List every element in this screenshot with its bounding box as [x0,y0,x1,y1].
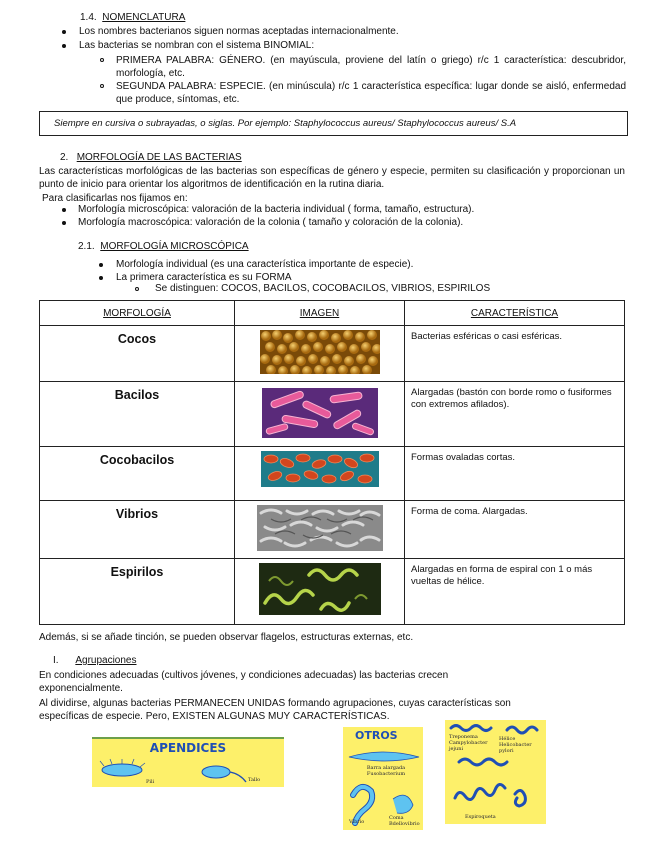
row-name: Bacilos [40,382,235,447]
row-name: Cocos [40,326,235,382]
bullet-dot [99,263,103,267]
morfologia-bullet-2: Morfología macroscópica: valoración de la colonia ( tamaño y coloración de la colonia). [78,217,464,228]
apendices-label-tallo: Tallo [248,777,261,783]
table-row [40,382,625,447]
apendices-title: APENDICES [149,741,227,755]
section-heading-agrupaciones [53,655,137,666]
nomenclatura-bullet-1: Los nombres bacterianos siguen normas aceptadas internacionalmente. [79,26,399,37]
bullet-dot [62,44,66,48]
table-row [40,501,625,559]
microscopica-sub-bullet: Se distinguen: COCOS, BACILOS, COCOBACILOS, VIBRIOS, ESPIRILOS [155,283,491,294]
sub-bullet-circle [135,287,139,291]
heading-text: MORFOLOGÍA DE LAS BACTERIAS [76,152,242,163]
heading-text: MORFOLOGÍA MICROSCÓPICA [100,241,249,252]
bullet-dot [62,208,66,212]
bacilos-image [262,388,378,438]
cocobacilos-image [261,451,379,487]
section-heading-microscopica [78,241,249,252]
heading-number: 2. [60,152,69,163]
heading-text: NOMENCLATURA [102,12,186,23]
row-name: Vibrios [40,501,235,559]
apendices-figure [92,737,284,787]
col-header-morfologia: MORFOLOGÍA [40,301,235,326]
row-description: Bacterias esféricas o casi esféricas. [405,326,625,382]
row-description: Forma de coma. Alargadas. [405,501,625,559]
cocos-image [260,330,380,374]
morfologia-clasificar: Para clasificarlas nos fijamos en: [42,193,188,204]
nomenclatura-note-text: Siempre en cursiva o subrayadas, o siglas. Por ejemplo: Staphylococcus aureus/ Staphylococcus aureus/ S.A [54,118,517,129]
otros-figure [343,727,423,830]
section-heading-nomenclatura [80,12,185,23]
vibrios-image [257,505,383,551]
spiral-label-espiroqueta: Espiroqueta [465,814,496,820]
nomenclatura-sub-bullet-1: PRIMERA PALABRA: GÉNERO. (en mayúscula, proviene del latín o griego) r/c 1 característica: descubridor, morfología, etc. [116,55,626,79]
morfologia-bullet-1: Morfología microscópica: valoración de la bacteria individual ( forma, tamaño, estructura). [78,204,475,215]
heading-number: 1.4. [80,12,97,23]
col-header-imagen: IMAGEN [235,301,405,326]
row-image-cell [235,382,405,447]
agrupaciones-p2: Al dividirse, algunas bacterias PERMANECEN UNIDAS formando agrupaciones, cuyas características son específicas de especie. Pero, EXISTEN ALGUNAS MUY CARACTERÍSTICAS. [39,698,511,722]
apendices-label-pili: Pili [146,779,155,785]
agrupaciones-p1: En condiciones adecuadas (cultivos jóvenes, y condiciones adecuadas) las bacterias crecen exponencialmente. [39,670,449,694]
table-row [40,559,625,625]
row-description: Alargadas (bastón con borde romo o fusiformes con extremos afilados). [405,382,625,447]
row-name: Cocobacilos [40,447,235,501]
spiral-label-helice: Hélice Helicobacter pylori [499,736,532,754]
morfologia-intro: Las características morfológicas de las bacterias son específicas de género y especie, permiten su clasificación y proporcionan un punto de inicio para orientar los algoritmos de identificación en la rutina diaria. [39,166,625,190]
col-header-caracteristica: CARACTERÍSTICA [405,301,625,326]
row-image-cell [235,326,405,382]
row-description: Formas ovaladas cortas. [405,447,625,501]
otros-label-barra: Barra alargada Fusobacterium [366,765,406,777]
microscopica-bullet-1: Morfología individual (es una característica importante de especie). [116,259,414,270]
table-row [40,447,625,501]
ademas-text: Además, si se añade tinción, se pueden observar flagelos, estructuras externas, etc. [39,632,414,643]
microscopica-bullet-2: La primera característica es su FORMA [116,272,292,283]
nomenclatura-note-box [39,111,628,136]
table-row [40,326,625,382]
section-heading-morfologia [60,152,242,163]
row-image-cell [235,559,405,625]
nomenclatura-bullet-2: Las bacterias se nombran con el sistema BINOMIAL: [79,40,315,51]
morphology-table [39,300,625,625]
bullet-dot [99,276,103,280]
spiral-label-treponema: Treponema Campylobacter jejuni [449,734,488,752]
spiral-forms-figure [445,720,546,824]
bullet-dot [62,221,66,225]
heading-text: Agrupaciones [75,655,137,666]
row-description: Alargadas en forma de espiral con 1 o más vueltas de hélice. [405,559,625,625]
espirilos-image [259,563,381,615]
row-name: Espirilos [40,559,235,625]
heading-number: 2.1. [78,241,95,252]
row-image-cell [235,501,405,559]
row-image-cell [235,447,405,501]
otros-title: OTROS [355,729,398,742]
sub-bullet-circle [100,84,104,88]
otros-label-coma: Coma Bdellovibrio [389,815,420,827]
table-header-row [40,301,625,326]
otros-label-vibrio: Vibrio [349,819,365,825]
bullet-dot [62,30,66,34]
sub-bullet-circle [100,58,104,62]
heading-number: I. [53,655,59,666]
nomenclatura-sub-bullet-2: SEGUNDA PALABRA: ESPECIE. (en minúscula) r/c 1 característica específica: lugar donde se aisló, enfermedad que produce, síntomas, etc. [116,81,626,105]
